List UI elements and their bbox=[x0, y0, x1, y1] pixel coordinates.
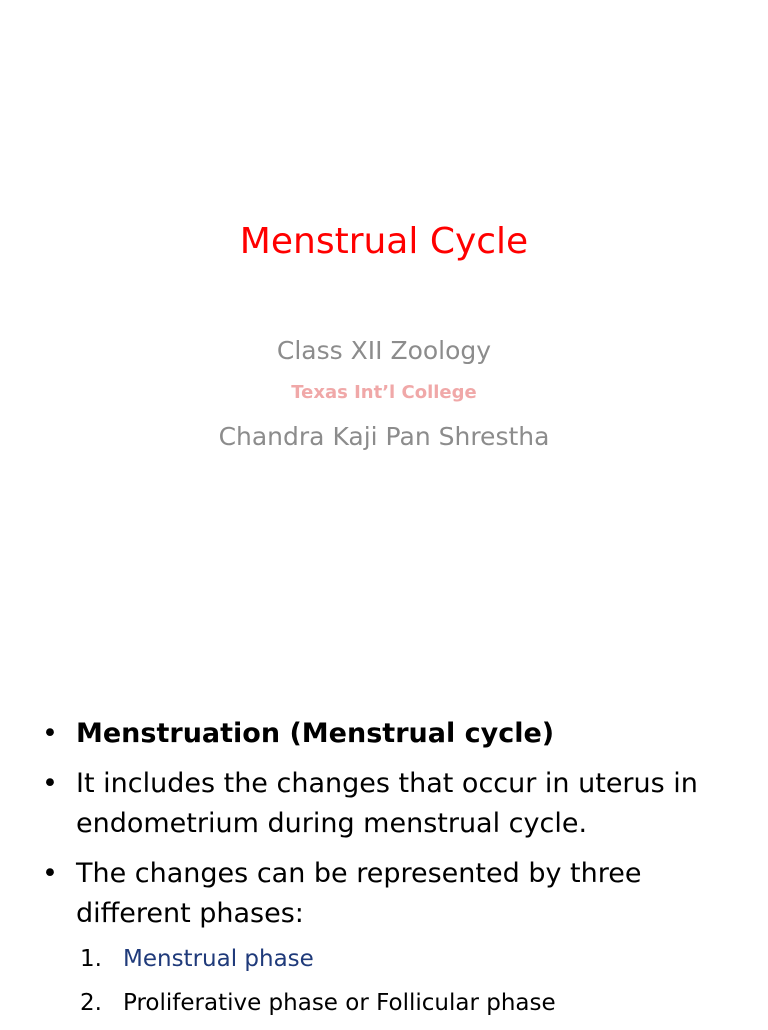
bullet-list bbox=[42, 714, 742, 944]
phase-number: 1. bbox=[80, 946, 102, 972]
bullet-text: Menstruation (Menstrual cycle) bbox=[76, 718, 555, 749]
course-subtitle: Class XII Zoology bbox=[276, 336, 492, 365]
bullet-text: The changes can be represented by three different phases: bbox=[76, 858, 642, 929]
bullet-item bbox=[42, 714, 742, 754]
bullet-item bbox=[42, 854, 742, 934]
author-name: Chandra Kaji Pan Shrestha bbox=[218, 422, 550, 451]
slide-title: Menstrual Cycle bbox=[239, 221, 529, 262]
phase-list bbox=[80, 942, 556, 1030]
phase-item bbox=[80, 942, 556, 976]
phase-text: Menstrual phase bbox=[123, 946, 314, 972]
phase-number: 2. bbox=[80, 990, 102, 1016]
phase-item bbox=[80, 986, 556, 1020]
bullet-icon: • bbox=[42, 768, 58, 799]
bullet-icon: • bbox=[42, 858, 58, 889]
bullet-icon: • bbox=[42, 718, 58, 749]
bullet-item bbox=[42, 764, 742, 844]
phase-text: Proliferative phase or Follicular phase bbox=[123, 990, 556, 1016]
bullet-text: It includes the changes that occur in uterus in endometrium during menstrual cycle. bbox=[76, 768, 698, 839]
content-slide bbox=[0, 700, 768, 1024]
college-name: Texas Int’l College bbox=[291, 382, 477, 403]
